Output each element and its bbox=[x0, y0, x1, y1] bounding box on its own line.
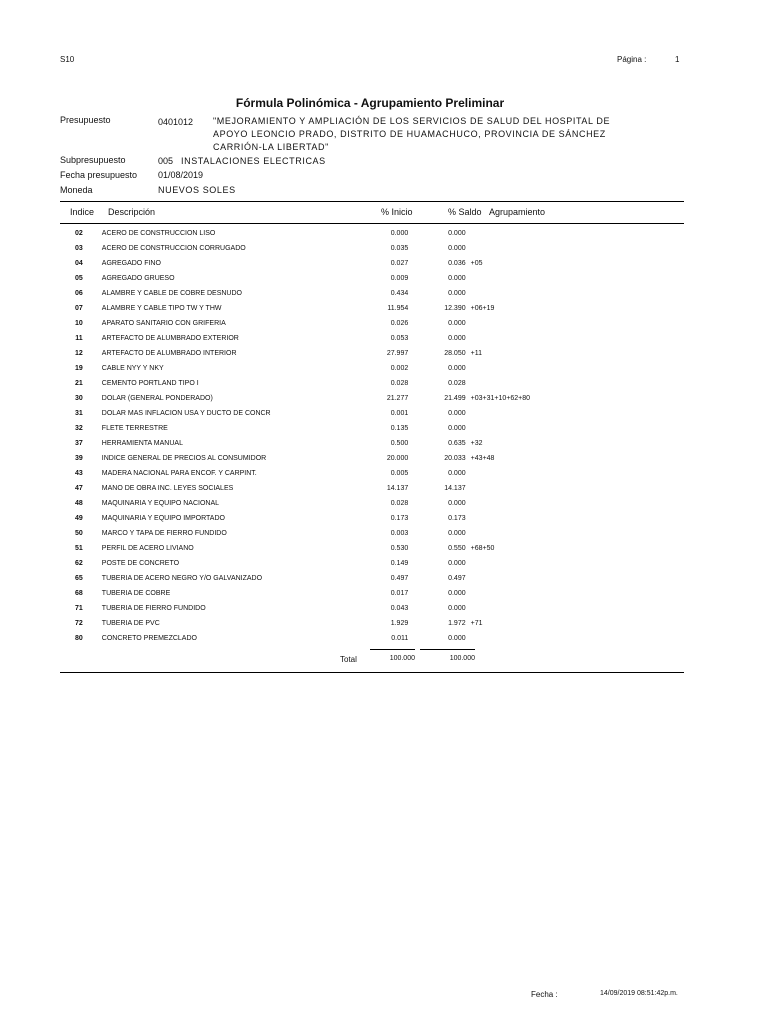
total-label: Total bbox=[340, 655, 357, 664]
table-row bbox=[60, 361, 530, 376]
table-end-rule bbox=[60, 672, 684, 673]
row-inicio: 11.954 bbox=[387, 305, 409, 312]
row-description: TUBERIA DE PVC bbox=[101, 620, 160, 627]
table-row bbox=[60, 481, 530, 496]
table-row bbox=[60, 421, 530, 436]
row-index: 11 bbox=[75, 335, 83, 342]
row-inicio: 27.997 bbox=[386, 350, 409, 357]
row-inicio: 0.011 bbox=[391, 635, 409, 642]
row-inicio: 0.002 bbox=[390, 365, 409, 372]
total-saldo: 100.000 bbox=[449, 655, 475, 662]
col-header-descripcion: Descripción bbox=[108, 207, 156, 217]
table-row bbox=[60, 571, 530, 586]
row-description: PERFIL DE ACERO LIVIANO bbox=[101, 545, 194, 552]
row-inicio: 0.017 bbox=[390, 590, 409, 597]
row-agrupamiento bbox=[466, 511, 530, 526]
row-inicio: 0.028 bbox=[390, 380, 409, 387]
table-row bbox=[60, 256, 530, 271]
row-inicio: 0.500 bbox=[390, 440, 409, 447]
table-row bbox=[60, 466, 530, 481]
row-saldo: 0.000 bbox=[448, 500, 466, 507]
row-saldo: 0.000 bbox=[448, 320, 466, 327]
row-inicio: 0.027 bbox=[390, 260, 409, 267]
row-agrupamiento bbox=[466, 571, 530, 586]
row-agrupamiento bbox=[466, 601, 530, 616]
col-header-inicio: % Inicio bbox=[381, 207, 413, 217]
row-inicio: 0.173 bbox=[390, 515, 409, 522]
row-description: ARTEFACTO DE ALUMBRADO EXTERIOR bbox=[101, 335, 239, 342]
row-agrupamiento bbox=[466, 406, 530, 421]
row-description: MAQUINARIA Y EQUIPO IMPORTADO bbox=[101, 515, 225, 522]
row-agrupamiento bbox=[466, 286, 530, 301]
row-saldo: 0.000 bbox=[448, 560, 466, 567]
row-description: AGREGADO GRUESO bbox=[101, 275, 175, 282]
row-index: 03 bbox=[75, 245, 83, 252]
table-row bbox=[60, 286, 530, 301]
row-description: MANO DE OBRA INC. LEYES SOCIALES bbox=[101, 485, 234, 492]
col-header-indice: Indice bbox=[70, 207, 95, 217]
row-description: DOLAR MAS INFLACION USA Y DUCTO DE CONCR bbox=[101, 410, 271, 417]
row-saldo: 0.000 bbox=[448, 410, 466, 417]
row-saldo: 0.000 bbox=[448, 230, 466, 237]
table-row bbox=[60, 526, 530, 541]
row-description: FLETE TERRESTRE bbox=[101, 425, 168, 432]
row-saldo: 1.972 bbox=[448, 620, 466, 627]
row-agrupamiento bbox=[466, 421, 530, 436]
row-index: 06 bbox=[75, 290, 83, 297]
row-agrupamiento: +68+50 bbox=[470, 545, 495, 552]
row-agrupamiento: +05 bbox=[470, 260, 483, 267]
row-saldo: 0.000 bbox=[448, 365, 466, 372]
row-description: ALAMBRE Y CABLE TIPO TW Y THW bbox=[101, 305, 222, 312]
row-agrupamiento bbox=[466, 466, 530, 481]
row-index: 10 bbox=[75, 320, 83, 327]
table-row bbox=[60, 616, 530, 631]
row-saldo: 0.000 bbox=[448, 635, 466, 642]
row-description: ARTEFACTO DE ALUMBRADO INTERIOR bbox=[101, 350, 237, 357]
row-index: 49 bbox=[75, 515, 83, 522]
row-description: CABLE NYY Y NKY bbox=[101, 365, 164, 372]
row-saldo: 0.000 bbox=[448, 290, 466, 297]
row-saldo: 28.050 bbox=[444, 350, 466, 357]
table-row bbox=[60, 541, 530, 556]
row-description: ACERO DE CONSTRUCCION LISO bbox=[101, 230, 216, 237]
row-description: CONCRETO PREMEZCLADO bbox=[101, 635, 197, 642]
row-inicio: 20.000 bbox=[386, 455, 409, 462]
row-agrupamiento: +32 bbox=[470, 440, 483, 447]
row-inicio: 0.026 bbox=[390, 320, 409, 327]
row-index: 32 bbox=[75, 425, 83, 432]
row-index: 21 bbox=[75, 380, 83, 387]
row-inicio: 1.929 bbox=[390, 620, 409, 627]
indices-table bbox=[60, 226, 530, 646]
row-agrupamiento bbox=[466, 361, 530, 376]
row-inicio: 0.043 bbox=[390, 605, 409, 612]
row-agrupamiento bbox=[466, 586, 530, 601]
row-agrupamiento bbox=[466, 241, 530, 256]
fecha-presupuesto-label: Fecha presupuesto bbox=[60, 170, 138, 180]
row-saldo: 0.550 bbox=[448, 545, 466, 552]
row-description: CEMENTO PORTLAND TIPO I bbox=[101, 380, 199, 387]
presupuesto-label: Presupuesto bbox=[60, 115, 111, 125]
row-description: ALAMBRE Y CABLE DE COBRE DESNUDO bbox=[101, 290, 242, 297]
row-description: INDICE GENERAL DE PRECIOS AL CONSUMIDOR bbox=[101, 455, 267, 462]
table-row bbox=[60, 301, 530, 316]
row-agrupamiento bbox=[466, 331, 530, 346]
row-agrupamiento bbox=[466, 556, 530, 571]
table-row bbox=[60, 406, 530, 421]
footer-fecha-label: Fecha : bbox=[531, 990, 558, 999]
row-saldo: 0.000 bbox=[448, 245, 466, 252]
row-agrupamiento: +43+48 bbox=[470, 455, 495, 462]
row-agrupamiento bbox=[466, 496, 530, 511]
row-saldo: 20.033 bbox=[444, 455, 466, 462]
row-description: MADERA NACIONAL PARA ENCOF. Y CARPINT. bbox=[101, 470, 257, 477]
row-saldo: 0.635 bbox=[448, 440, 466, 447]
moneda-label: Moneda bbox=[60, 185, 93, 195]
row-agrupamiento: +03+31+10+62+80 bbox=[470, 395, 530, 402]
row-inicio: 0.028 bbox=[390, 500, 409, 507]
row-description: APARATO SANITARIO CON GRIFERIA bbox=[101, 320, 226, 327]
table-row bbox=[60, 331, 530, 346]
row-agrupamiento bbox=[466, 631, 530, 646]
row-index: 04 bbox=[75, 260, 83, 267]
subpresupuesto-description: INSTALACIONES ELECTRICAS bbox=[181, 156, 326, 166]
row-saldo: 0.173 bbox=[448, 515, 466, 522]
table-row bbox=[60, 436, 530, 451]
row-index: 05 bbox=[75, 275, 83, 282]
row-index: 07 bbox=[75, 305, 83, 312]
row-agrupamiento bbox=[466, 526, 530, 541]
row-agrupamiento bbox=[466, 226, 530, 241]
row-index: 43 bbox=[75, 470, 83, 477]
row-index: 62 bbox=[75, 560, 83, 567]
row-saldo: 0.000 bbox=[448, 275, 466, 282]
page-label: Página : bbox=[617, 55, 647, 64]
table-row bbox=[60, 496, 530, 511]
moneda-value: NUEVOS SOLES bbox=[158, 185, 236, 195]
table-row bbox=[60, 586, 530, 601]
row-agrupamiento bbox=[466, 316, 530, 331]
row-saldo: 0.000 bbox=[448, 590, 466, 597]
row-description: MARCO Y TAPA DE FIERRO FUNDIDO bbox=[101, 530, 227, 537]
row-index: 72 bbox=[75, 620, 83, 627]
table-row bbox=[60, 316, 530, 331]
row-index: 68 bbox=[75, 590, 83, 597]
row-inicio: 0.001 bbox=[390, 410, 409, 417]
row-saldo: 0.000 bbox=[448, 530, 466, 537]
total-inicio: 100.000 bbox=[389, 655, 415, 662]
row-index: 19 bbox=[75, 365, 83, 372]
row-index: 31 bbox=[75, 410, 83, 417]
row-inicio: 21.277 bbox=[386, 395, 409, 402]
footer-fecha-value: 14/09/2019 08:51:42p.m. bbox=[600, 990, 678, 997]
row-index: 50 bbox=[75, 530, 83, 537]
row-saldo: 0.000 bbox=[448, 335, 466, 342]
row-saldo: 0.036 bbox=[448, 260, 466, 267]
row-saldo: 0.497 bbox=[448, 575, 466, 582]
row-saldo: 0.000 bbox=[448, 425, 466, 432]
row-index: 80 bbox=[75, 635, 83, 642]
row-saldo: 0.028 bbox=[448, 380, 466, 387]
row-description: DOLAR (GENERAL PONDERADO) bbox=[101, 395, 213, 402]
row-index: 65 bbox=[75, 575, 83, 582]
total-saldo-rule bbox=[420, 649, 475, 650]
header-bottom-rule bbox=[60, 223, 684, 224]
row-saldo: 21.499 bbox=[444, 395, 466, 402]
row-inicio: 0.035 bbox=[390, 245, 409, 252]
row-inicio: 0.053 bbox=[390, 335, 409, 342]
total-inicio-rule bbox=[370, 649, 415, 650]
report-code: S10 bbox=[60, 55, 75, 64]
row-inicio: 0.009 bbox=[390, 275, 409, 282]
presupuesto-code: 0401012 bbox=[158, 117, 194, 127]
row-saldo: 12.390 bbox=[444, 305, 466, 312]
row-agrupamiento: +11 bbox=[470, 350, 482, 357]
table-row bbox=[60, 226, 530, 241]
row-description: TUBERIA DE COBRE bbox=[101, 590, 171, 597]
row-index: 51 bbox=[75, 545, 83, 552]
row-description: TUBERIA DE ACERO NEGRO Y/O GALVANIZADO bbox=[101, 575, 263, 582]
row-agrupamiento bbox=[466, 271, 530, 286]
table-row bbox=[60, 241, 530, 256]
table-row bbox=[60, 376, 530, 391]
row-description: ACERO DE CONSTRUCCION CORRUGADO bbox=[101, 245, 246, 252]
table-row bbox=[60, 391, 530, 406]
col-header-saldo: % Saldo bbox=[448, 207, 482, 217]
row-inicio: 0.005 bbox=[390, 470, 409, 477]
row-saldo: 0.000 bbox=[448, 605, 466, 612]
row-inicio: 14.137 bbox=[386, 485, 409, 492]
header-top-rule bbox=[60, 201, 684, 202]
subpresupuesto-label: Subpresupuesto bbox=[60, 155, 126, 165]
row-index: 48 bbox=[75, 500, 83, 507]
row-inicio: 0.000 bbox=[390, 230, 409, 237]
table-row bbox=[60, 556, 530, 571]
row-index: 47 bbox=[75, 485, 83, 492]
report-title: Fórmula Polinómica - Agrupamiento Preliminar bbox=[235, 96, 505, 110]
row-saldo: 14.137 bbox=[444, 485, 466, 492]
col-header-agrupamiento: Agrupamiento bbox=[489, 207, 546, 217]
row-saldo: 0.000 bbox=[448, 470, 466, 477]
row-inicio: 0.530 bbox=[390, 545, 409, 552]
row-index: 02 bbox=[75, 230, 83, 237]
row-inicio: 0.434 bbox=[390, 290, 409, 297]
table-row bbox=[60, 601, 530, 616]
row-description: AGREGADO FINO bbox=[101, 260, 161, 267]
table-row bbox=[60, 271, 530, 286]
row-index: 30 bbox=[75, 395, 83, 402]
row-index: 71 bbox=[75, 605, 83, 612]
row-agrupamiento: +06+19 bbox=[470, 305, 495, 312]
row-description: MAQUINARIA Y EQUIPO NACIONAL bbox=[101, 500, 220, 507]
table-row bbox=[60, 511, 530, 526]
row-inicio: 0.149 bbox=[390, 560, 409, 567]
row-index: 37 bbox=[75, 440, 83, 447]
row-description: POSTE DE CONCRETO bbox=[101, 560, 180, 567]
row-agrupamiento: +71 bbox=[470, 620, 483, 627]
subpresupuesto-code: 005 bbox=[158, 156, 174, 166]
table-row bbox=[60, 631, 530, 646]
presupuesto-description: "MEJORAMIENTO Y AMPLIACIÓN DE LOS SERVICIOS DE SALUD DEL HOSPITAL DE APOYO LEONCIO PRADO, DISTRITO DE HUAMACHUCO, PROVINCIA DE SÁNCHEZ CARRIÓN-LA LIBERTAD" bbox=[213, 116, 611, 152]
row-agrupamiento bbox=[466, 481, 530, 496]
row-description: TUBERIA DE FIERRO FUNDIDO bbox=[101, 605, 206, 612]
fecha-presupuesto-value: 01/08/2019 bbox=[158, 170, 204, 180]
row-inicio: 0.497 bbox=[390, 575, 409, 582]
table-row bbox=[60, 451, 530, 466]
row-inicio: 0.003 bbox=[390, 530, 409, 537]
row-agrupamiento bbox=[466, 376, 530, 391]
row-index: 12 bbox=[75, 350, 83, 357]
row-index: 39 bbox=[75, 455, 83, 462]
row-description: HERRAMIENTA MANUAL bbox=[101, 440, 183, 447]
table-row bbox=[60, 346, 530, 361]
row-inicio: 0.135 bbox=[390, 425, 409, 432]
page-number: 1 bbox=[675, 55, 680, 64]
